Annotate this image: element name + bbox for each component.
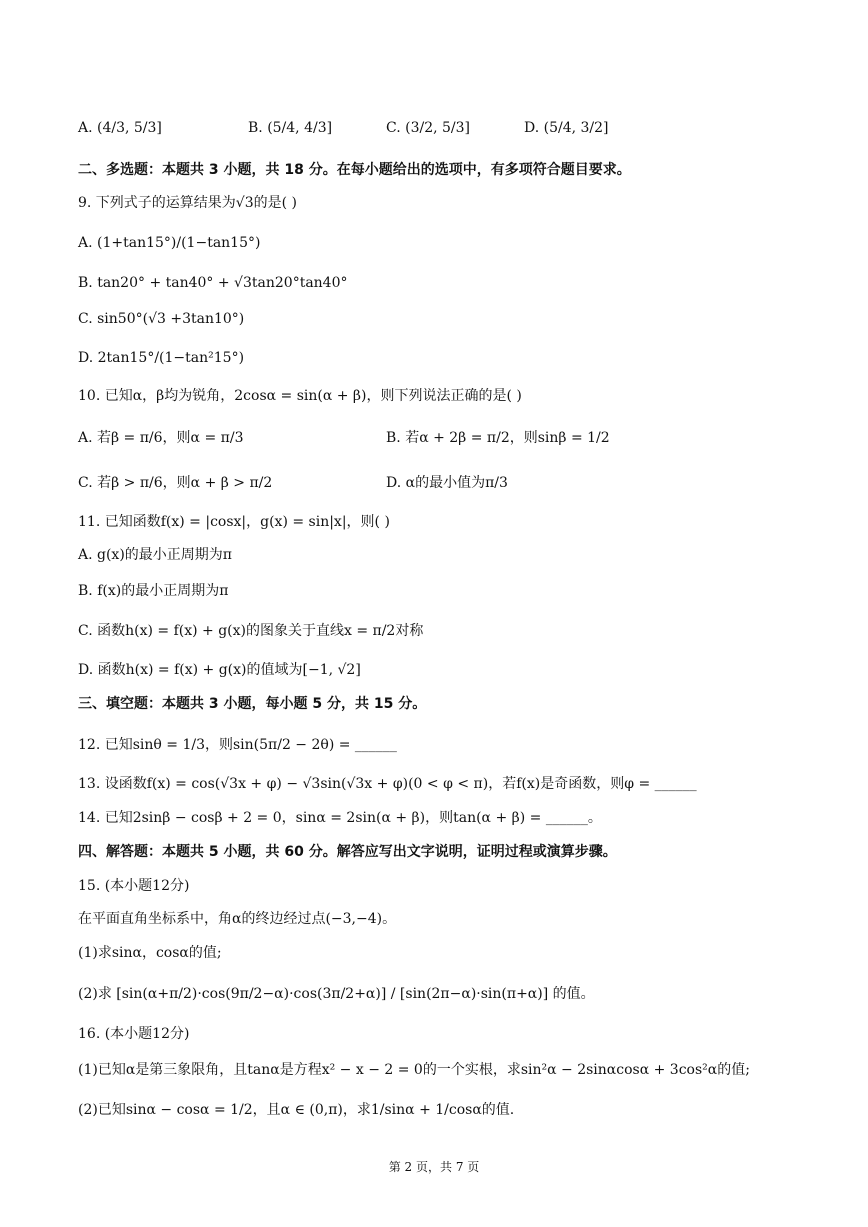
section-multiple-choice-heading: 二、多选题：本题共 3 小题，共 18 分。在每小题给出的选项中，有多项符合题目要求。	[78, 162, 631, 178]
q8-option-d: D. (5/4, 3/2]	[524, 120, 609, 136]
q15-stem: 在平面直角坐标系中，角α的终边经过点(−3,−4)。	[78, 911, 397, 927]
q11-option-a: A. g(x)的最小正周期为π	[78, 547, 232, 563]
q16-part1: (1)已知α是第三象限角，且tanα是方程x² − x − 2 = 0的一个实根，求sin²α − 2sinαcosα + 3cos²α的值;	[78, 1062, 750, 1078]
q8-option-b: B. (5/4, 4/3]	[248, 120, 333, 136]
q8-option-a: A. (4/3, 5/3]	[78, 120, 162, 136]
section-fill-blank-heading: 三、填空题：本题共 3 小题，每小题 5 分，共 15 分。	[78, 696, 427, 712]
q9-option-c: C. sin50°(√3 +3tan10°)	[78, 311, 245, 327]
q12-text: 12. 已知sinθ = 1/3，则sin(5π/2 − 2θ) = ______	[78, 737, 397, 753]
q9-option-d: D. 2tan15°/(1−tan²15°)	[78, 350, 245, 366]
page-footer: 第 2 页，共 7 页	[388, 1160, 480, 1174]
q11-option-d: D. 函数h(x) = f(x) + g(x)的值域为[−1, √2]	[78, 662, 361, 678]
q16-part2: (2)已知sinα − cosα = 1/2，且α ∈ (0,π)，求1/sinα + 1/cosα的值.	[78, 1102, 515, 1118]
q8-option-c: C. (3/2, 5/3]	[386, 120, 470, 136]
q9-option-a: A. (1+tan15°)/(1−tan15°)	[78, 235, 261, 251]
q15-part2: (2)求 [sin(α+π/2)·cos(9π/2−α)·cos(3π/2+α)] / [sin(2π−α)·sin(π+α)] 的值。	[78, 986, 595, 1002]
q10-option-a: A. 若β = π/6，则α = π/3	[78, 430, 244, 446]
q11-option-b: B. f(x)的最小正周期为π	[78, 583, 229, 599]
q11-stem: 11. 已知函数f(x) = |cosx|，g(x) = sin|x|，则( )	[78, 514, 390, 530]
q10-option-c: C. 若β > π/6，则α + β > π/2	[78, 475, 273, 491]
q15-part1: (1)求sinα，cosα的值;	[78, 945, 222, 961]
q9-stem: 9. 下列式子的运算结果为√3的是( )	[78, 195, 298, 211]
q15-heading: 15. (本小题12分)	[78, 878, 190, 894]
q16-heading: 16. (本小题12分)	[78, 1026, 190, 1042]
q11-option-c: C. 函数h(x) = f(x) + g(x)的图象关于直线x = π/2对称	[78, 623, 424, 639]
q9-option-b: B. tan20° + tan40° + √3tan20°tan40°	[78, 275, 348, 291]
q10-option-b: B. 若α + 2β = π/2，则sinβ = 1/2	[386, 430, 610, 446]
q10-option-d: D. α的最小值为π/3	[386, 475, 508, 491]
q13-text: 13. 设函数f(x) = cos(√3x + φ) − √3sin(√3x + φ)(0 < φ < π)，若f(x)是奇函数，则φ = ______	[78, 776, 697, 792]
section-answer-heading: 四、解答题：本题共 5 小题，共 60 分。解答应写出文字说明，证明过程或演算步骤。	[78, 844, 617, 860]
q14-text: 14. 已知2sinβ − cosβ + 2 = 0，sinα = 2sin(α + β)，则tan(α + β) = ______。	[78, 810, 602, 826]
q10-stem: 10. 已知α，β均为锐角，2cosα = sin(α + β)，则下列说法正确的是( )	[78, 388, 522, 404]
